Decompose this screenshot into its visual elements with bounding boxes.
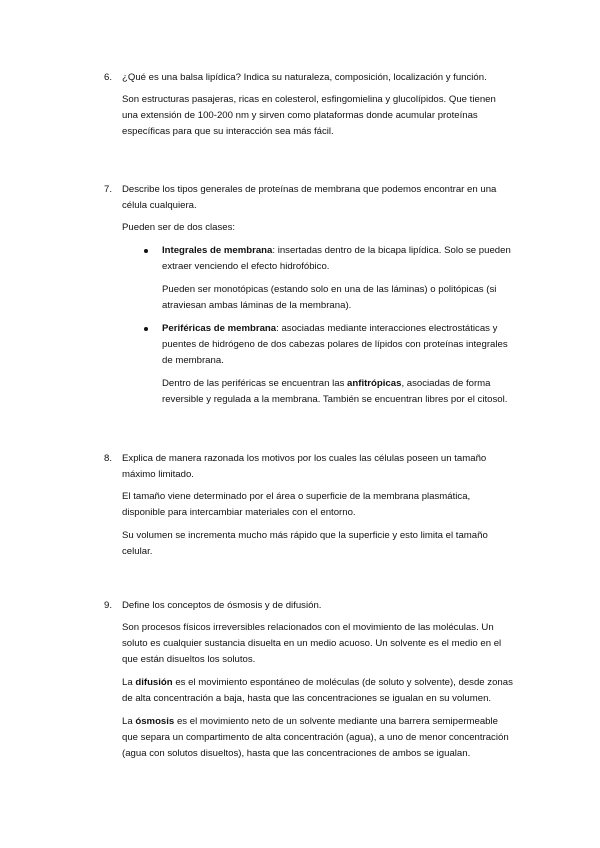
answer-paragraph-osmosis (122, 714, 514, 762)
text-segment: Dentro de las periféricas se encuentran las (162, 378, 348, 389)
text-segment: es el movimiento espontáneo de moléculas (de soluto y solvente), desde zonas de alta concentración a baja, hasta que las concentraciones se igualan en su volumen. (122, 677, 513, 704)
list-item-integral (122, 243, 514, 314)
definition: : insertadas dentro de la bicapa lipídica. Solo se pueden extraer venciendo el efecto hidrofóbico. (162, 245, 511, 272)
list-item-peripheral (122, 321, 514, 408)
term: Periféricas de membrana (162, 323, 277, 334)
question-text: Explica de manera razonada los motivos por los cuales las células poseen un tamaño máximo limitado. (122, 453, 487, 480)
term: Integrales de membrana (162, 245, 273, 256)
answer-paragraph: Su volumen se incrementa mucho más rápido que la superficie y esto limita el tamaño celular. (122, 530, 488, 557)
answer (122, 220, 514, 408)
bullet-icon (144, 249, 148, 253)
answer-paragraph: Son procesos físicos irreversibles relacionados con el movimiento de las moléculas. Un soluto es cualquier sustancia disuelta en un medio acuoso. Un solvente es el medio en el que están disueltos los solutos. (122, 622, 502, 665)
answer-paragraph-difusion (122, 675, 514, 707)
text-segment: La (122, 716, 136, 727)
question-9 (104, 598, 514, 769)
list-item-extra: Pueden ser monotópicas (estando solo en una de las láminas) o politópicas (si atraviesan ambas láminas de la membrana). (162, 284, 497, 311)
answer-intro: Pueden ser de dos clases: (122, 222, 236, 233)
text-segment: es el movimiento neto de un solvente mediante una barrera semipermeable que separa un compartimento de alta concentración (agua), a uno de menor concentración (agua con solutos disueltos), hasta que las concentraciones de ambos se igualan. (122, 716, 509, 759)
protein-type-list (122, 243, 514, 408)
text-segment: La (122, 677, 136, 688)
question-number: 6. (104, 72, 113, 83)
answer (122, 489, 514, 560)
term: anfitrópicas (347, 378, 402, 389)
question-number: 9. (104, 600, 113, 611)
question-text: Describe los tipos generales de proteínas de membrana que podemos encontrar en una célula cualquiera. (122, 184, 497, 211)
answer-paragraph: Son estructuras pasajeras, ricas en colesterol, esfingomielina y glucolípidos. Que tienen una extensión de 100-200 nm y sirven como plataformas donde acumular proteínas específicas para que su interacción sea más fácil. (122, 94, 496, 137)
question-6 (104, 70, 514, 147)
question-text: Define los conceptos de ósmosis y de difusión. (122, 600, 322, 611)
term: ósmosis (135, 716, 175, 727)
answer (122, 92, 514, 140)
question-text: ¿Qué es una balsa lipídica? Indica su naturaleza, composición, localización y función. (122, 72, 487, 83)
question-7 (104, 182, 514, 415)
question-number: 8. (104, 453, 113, 464)
question-number: 7. (104, 184, 113, 195)
list-item-text (162, 243, 514, 275)
answer-paragraph: El tamaño viene determinado por el área o superficie de la membrana plasmática, disponible para intercambiar materiales con el entorno. (122, 491, 471, 518)
definition: : asociadas mediante interacciones electrostáticas y puentes de hidrógeno de dos cabezas polares de lípidos con proteínas integrales de membrana. (162, 323, 508, 366)
bullet-icon (144, 327, 148, 331)
question-8 (104, 451, 514, 567)
list-item-extra (162, 376, 514, 408)
answer (122, 620, 514, 762)
text-segment: , asociadas de forma reversible y regulada a la membrana. También se encuentran libres por el citosol. (162, 378, 508, 405)
term: difusión (135, 677, 173, 688)
list-item-text (162, 321, 514, 369)
